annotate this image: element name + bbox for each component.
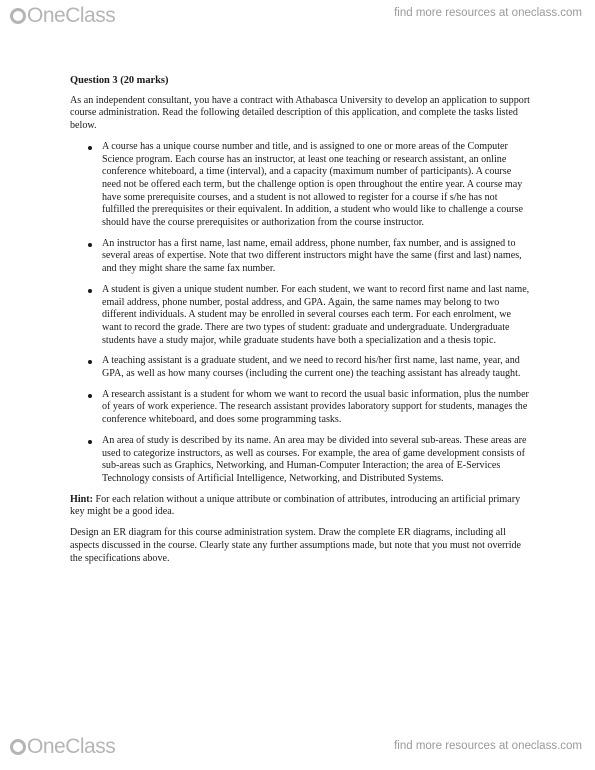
logo-text-one: One: [27, 4, 66, 27]
bullet-icon: [88, 440, 92, 444]
list-item-text: An instructor has a first name, last name, email address, phone number, fax number, and is assigned to several areas of expertise. Note that two different instructors might have the same (first and last) names, and they might share the same fax number.: [102, 237, 522, 275]
logo-text-class: Class: [65, 4, 116, 27]
closing-paragraph: Design an ER diagram for this course administration system. Draw the complete ER diagrams, including all aspects discussed in the course. Clearly state any further assumptions made, but note that you must not override the specifications above.: [70, 527, 522, 564]
oneclass-logo[interactable]: [10, 736, 115, 758]
find-resources-link[interactable]: find more resources at oneclass.com: [394, 7, 582, 19]
intro-paragraph: As an independent consultant, you have a contract with Athabasca University to develop an application to support course administration. Read the following detailed description of this application, and complete the tasks listed below.: [70, 94, 530, 132]
footer-bar: [0, 736, 595, 764]
logo-text-class: Class: [65, 735, 116, 758]
bullet-icon: [88, 360, 92, 364]
document-body: [70, 75, 532, 573]
header-bar: [0, 0, 595, 28]
logo-text-one: One: [27, 735, 66, 758]
list-item-text: An area of study is described by its name. An area may be divided into several sub-areas. These areas are used to categorize instructors, as well as courses. For example, the area of game development consists of sub-areas such as Graphics, Networking, and Human-Computer Interaction; the area of E-Services Technology consists of Artificial Intelligence, Networking, and Distributed Systems.: [102, 434, 527, 484]
bullet-icon: [88, 394, 92, 398]
logo-circle-icon: [10, 739, 26, 755]
list-item-text: A teaching assistant is a graduate student, and we need to record his/her first name, last name, year, and GPA, as well as how many courses (including the current one) the teaching assistant has already taught.: [102, 355, 521, 380]
oneclass-logo[interactable]: [10, 5, 115, 27]
bullet-icon: [88, 289, 92, 293]
hint-text: For each relation without a unique attribute or combination of attributes, introducing an artificial primary key might be a good idea.: [70, 493, 521, 518]
bullet-icon: [88, 146, 92, 150]
list-item-text: A course has a unique course number and title, and is assigned to one or more areas of the Computer Science program. Each course has an instructor, at least one teaching or research assistant, an online conference whiteboard, a time (interval), and a capacity (maximum number of participants). A course need not be offered each term, but the challenge option is open throughout the entire year. A course may have some prerequisite courses, and a student is not allowed to register for a course if s/he has not fulfilled the prerequisites or their equivalent. In addition, a student who would like to challenge a course should have the course prerequisites or authorization from the course instructor.: [102, 140, 524, 229]
list-item: [70, 238, 532, 276]
logo-circle-icon: [10, 8, 26, 24]
list-item-text: A research assistant is a student for whom we want to record the usual basic information, plus the number of years of work experience. The research assistant provides laboratory support for students, manages the conference whiteboard, and does some programming tasks.: [102, 388, 529, 426]
list-item: [70, 355, 532, 380]
hint-paragraph: [70, 494, 532, 519]
hint-label: Hint:: [70, 493, 93, 505]
question-title: Question 3 (20 marks): [70, 75, 169, 86]
requirements-list: [70, 141, 532, 486]
find-resources-link[interactable]: find more resources at oneclass.com: [394, 740, 582, 752]
list-item: [70, 284, 532, 348]
list-item: [70, 141, 532, 230]
bullet-icon: [88, 243, 92, 247]
list-item: [70, 389, 532, 427]
list-item-text: A student is given a unique student number. For each student, we want to record first name and last name, email address, phone number, postal address, and GPA. Again, the same names may belong to two different individuals. A student may be enrolled in several courses each term. For each enrolment, we want to record the grade. There are two types of student: graduate and undergraduate. Undergraduate students have a study major, while graduate students have both a specialization and a thesis topic.: [102, 283, 530, 346]
list-item: [70, 435, 532, 486]
